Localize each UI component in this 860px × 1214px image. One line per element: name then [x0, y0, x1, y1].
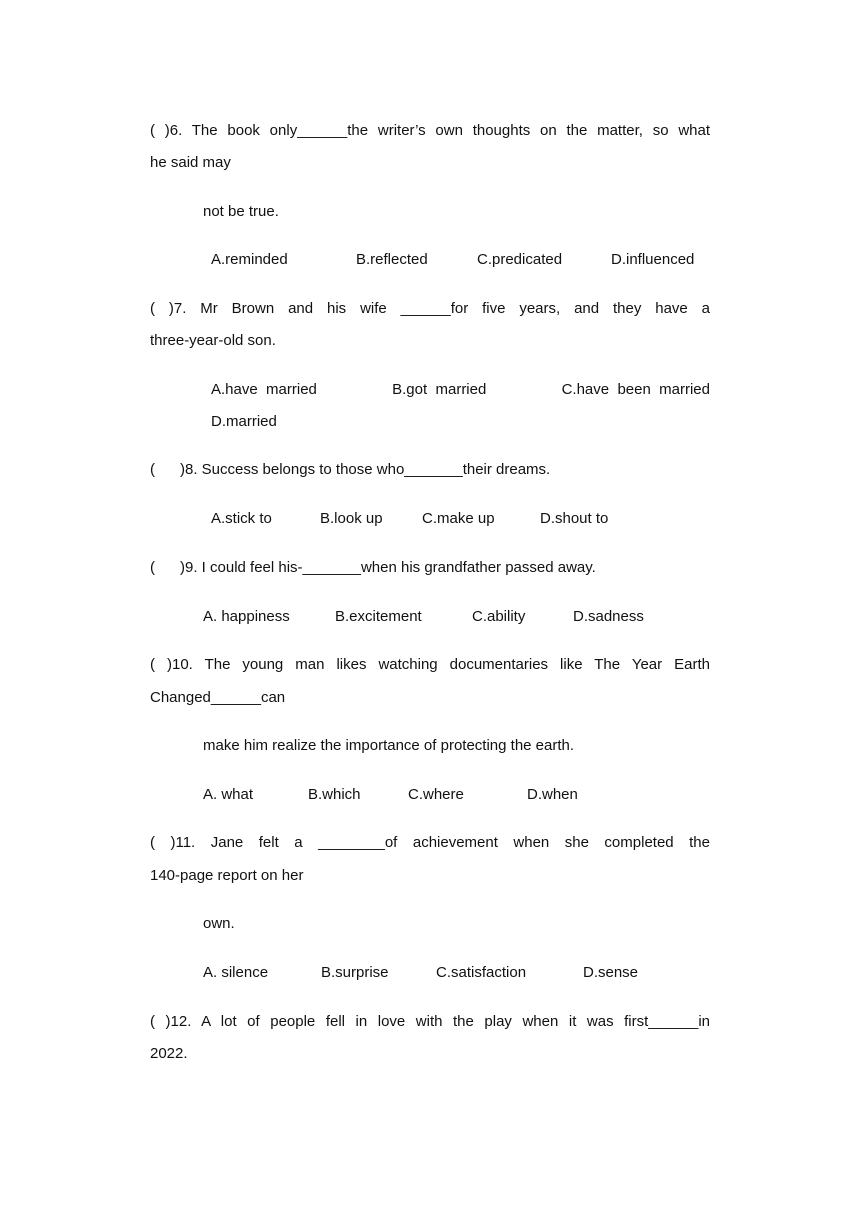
option-c: C.satisfaction [436, 964, 527, 981]
option-b: B.look up [320, 510, 383, 527]
option-c: C.ability [472, 608, 526, 625]
option-c: C.predicated [477, 251, 563, 268]
question-11-stem-cont: 140-page report on her [150, 867, 304, 884]
option-b: B.surprise [321, 964, 389, 981]
question-7-stem: ( )7. Mr Brown and his wife ______for five years, and they have a [150, 300, 710, 317]
option-d: D.sense [583, 964, 639, 981]
question-7-stem-cont: three-year-old son. [150, 332, 276, 349]
question-7-options-row1 [211, 380, 710, 400]
option-d: D.influenced [611, 251, 695, 268]
question-10-options [203, 785, 578, 805]
question-12-stem: ( )12. A lot of people fell in love with the play when it was first______in [150, 1013, 710, 1030]
option-c: C.where [408, 786, 464, 803]
option-c: C.have been married [561, 381, 710, 398]
question-8-options [211, 509, 608, 529]
question-8-stem: ( )8. Success belongs to those who_______their dreams. [150, 461, 551, 478]
question-10-continuation: make him realize the importance of protecting the earth. [203, 737, 575, 754]
option-a: A. what [203, 786, 254, 803]
option-d: D.shout to [540, 510, 609, 527]
question-6-stem: ( )6. The book only______the writer’s own thoughts on the matter, so what [150, 122, 710, 139]
question-6-stem-cont: he said may [150, 154, 231, 171]
option-b: B.which [308, 786, 361, 803]
option-c: C.make up [422, 510, 495, 527]
question-9-options [203, 607, 644, 627]
option-a: A. silence [203, 964, 269, 981]
question-11-continuation: own. [203, 915, 235, 932]
option-d: D.sadness [573, 608, 644, 625]
option-a: A.stick to [211, 510, 272, 527]
question-10-stem-cont: Changed______can [150, 689, 286, 706]
question-6-continuation: not be true. [203, 203, 279, 220]
option-a: A.reminded [211, 251, 288, 268]
question-11-options [203, 963, 638, 983]
option-a: A.have married [211, 381, 317, 398]
question-10-stem: ( )10. The young man likes watching documentaries like The Year Earth [150, 656, 710, 673]
question-9-stem: ( )9. I could feel his-_______when his grandfather passed away. [150, 559, 596, 576]
option-d: D.married [211, 413, 277, 430]
question-11-stem: ( )11. Jane felt a ________of achievement when she completed the [150, 834, 710, 851]
option-b: B.reflected [356, 251, 428, 268]
option-b: B.excitement [335, 608, 422, 625]
question-6-options [211, 250, 694, 270]
option-b: B.got married [392, 381, 487, 398]
question-12-stem-cont: 2022. [150, 1045, 188, 1062]
option-a: A. happiness [203, 608, 290, 625]
option-d: D.when [527, 786, 578, 803]
